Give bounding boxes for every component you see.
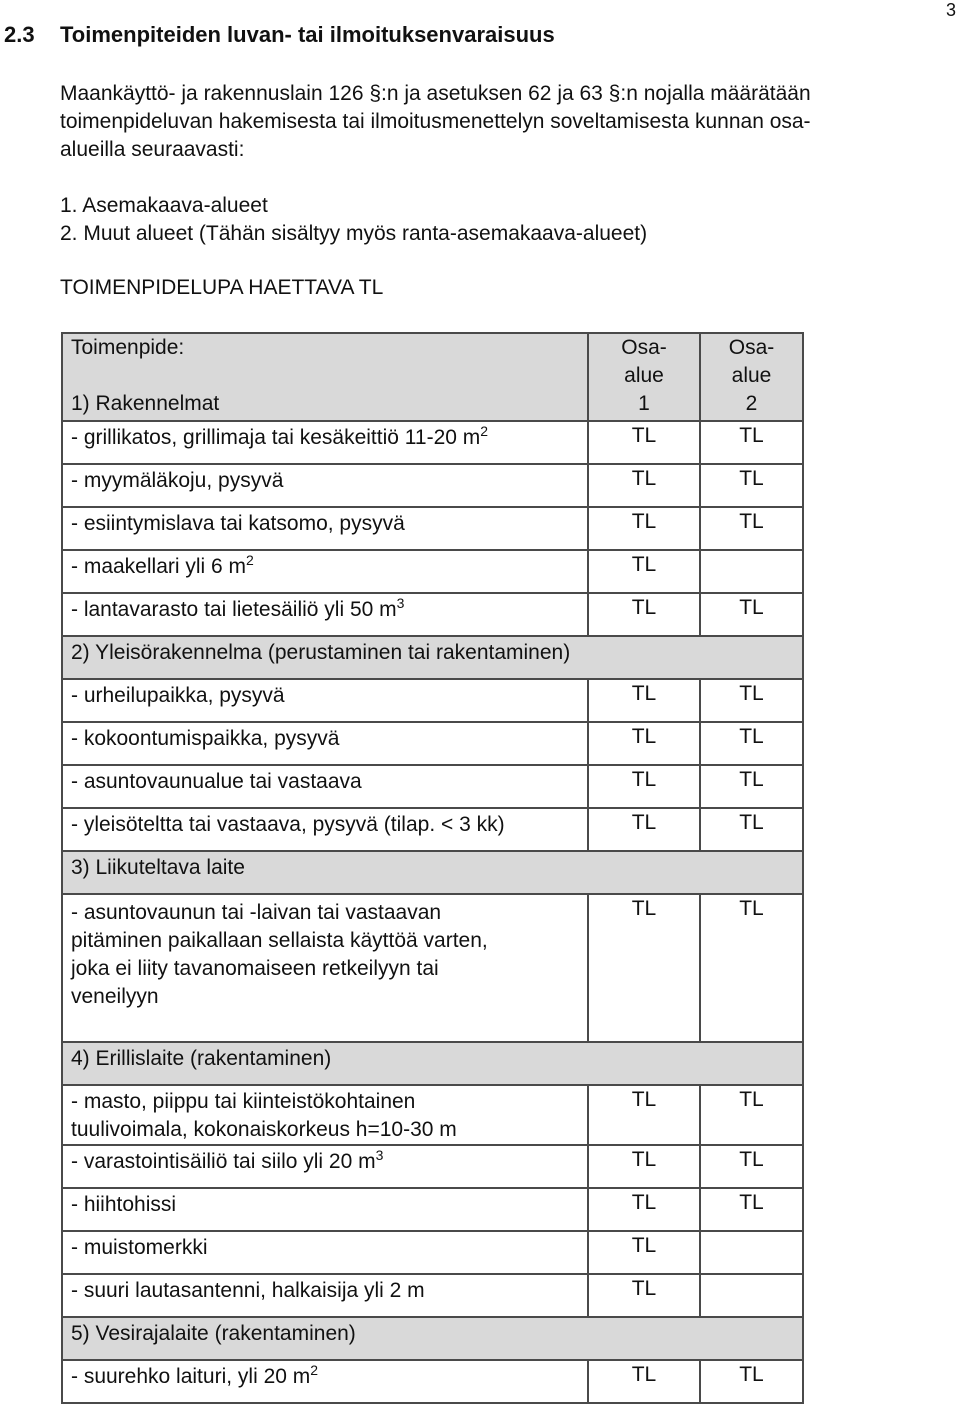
area-1-value: TL bbox=[588, 507, 700, 550]
measure-line: pitäminen paikallaan sellaista käyttöä varten, bbox=[71, 929, 488, 952]
unit-exponent: 3 bbox=[375, 1147, 384, 1163]
intro-line: alueilla seuraavasti: bbox=[60, 138, 245, 161]
measure-cell bbox=[62, 722, 588, 765]
area-2-value: TL bbox=[700, 507, 803, 550]
table-row bbox=[62, 765, 803, 808]
area-1-value: TL bbox=[588, 421, 700, 464]
table-row bbox=[62, 507, 803, 550]
measure-cell bbox=[62, 894, 588, 1042]
area-1-value: TL bbox=[588, 808, 700, 851]
measures-table bbox=[61, 332, 804, 1404]
header-area-1 bbox=[588, 333, 700, 421]
area-2-value: TL bbox=[700, 421, 803, 464]
section-title: 2) Yleisörakennelma (perustaminen tai rakentaminen) bbox=[62, 636, 803, 679]
table-row bbox=[62, 1188, 803, 1231]
measure-cell bbox=[62, 507, 588, 550]
measure-line: veneilyyn bbox=[71, 985, 159, 1008]
measure-text: - asuntovaunualue tai vastaava bbox=[71, 770, 362, 793]
measure-text: - kokoontumispaikka, pysyvä bbox=[71, 727, 340, 750]
area-1-value: TL bbox=[588, 464, 700, 507]
measure-cell bbox=[62, 808, 588, 851]
unit-exponent: 2 bbox=[480, 423, 489, 439]
area-1-value: TL bbox=[588, 550, 700, 593]
area-1-value: TL bbox=[588, 722, 700, 765]
area-2-value: TL bbox=[700, 1360, 803, 1403]
area-2-value: TL bbox=[700, 464, 803, 507]
measure-text: - grillikatos, grillimaja tai kesäkeittiö 11-20 m bbox=[71, 426, 481, 449]
area-2-value: TL bbox=[700, 1085, 803, 1145]
header-label-cell bbox=[62, 333, 588, 421]
header-area-1-line: alue bbox=[624, 364, 664, 387]
area-2-value: TL bbox=[700, 808, 803, 851]
table-row bbox=[62, 1145, 803, 1188]
permit-line: TOIMENPIDELUPA HAETTAVA TL bbox=[60, 276, 384, 299]
measure-cell bbox=[62, 464, 588, 507]
measure-text: - suurehko laituri, yli 20 m bbox=[71, 1365, 311, 1388]
header-area-2-line: Osa- bbox=[728, 336, 775, 359]
area-1-value: TL bbox=[588, 593, 700, 636]
measure-line: joka ei liity tavanomaiseen retkeilyyn tai bbox=[71, 957, 439, 980]
section-row bbox=[62, 851, 803, 894]
area-2-value: TL bbox=[700, 593, 803, 636]
header-area-1-line: 1 bbox=[638, 392, 650, 415]
measure-text: - hiihtohissi bbox=[71, 1193, 177, 1216]
intro-paragraph bbox=[60, 80, 940, 164]
area-2-value: TL bbox=[700, 679, 803, 722]
header-area-1-line: Osa- bbox=[621, 336, 667, 359]
measure-cell bbox=[62, 421, 588, 464]
area-2-value bbox=[700, 1231, 803, 1274]
area-1-value: TL bbox=[588, 1360, 700, 1403]
intro-line: Maankäyttö- ja rakennuslain 126 §:n ja asetuksen 62 ja 63 §:n nojalla määrätään bbox=[60, 82, 811, 105]
measure-cell bbox=[62, 679, 588, 722]
section-row bbox=[62, 1042, 803, 1085]
area-2-value: TL bbox=[700, 765, 803, 808]
measure-cell bbox=[62, 593, 588, 636]
measure-cell bbox=[62, 1145, 588, 1188]
table-row bbox=[62, 808, 803, 851]
area-1-value: TL bbox=[588, 1085, 700, 1145]
area-list bbox=[60, 192, 647, 248]
unit-exponent: 2 bbox=[310, 1362, 319, 1378]
section-heading bbox=[4, 22, 555, 48]
measure-cell bbox=[62, 1188, 588, 1231]
section-title: 3) Liikuteltava laite bbox=[62, 851, 803, 894]
page-number: 3 bbox=[945, 0, 956, 20]
measure-text: - lantavarasto tai lietesäiliö yli 50 m bbox=[71, 598, 397, 621]
table-header-row bbox=[62, 333, 803, 421]
intro-line: toimenpideluvan hakemisesta tai ilmoitusmenettelyn soveltamisesta kunnan osa- bbox=[60, 110, 811, 133]
header-area-2-line: alue bbox=[731, 364, 772, 387]
area-2-value: TL bbox=[700, 722, 803, 765]
measure-text: - yleisöteltta tai vastaava, pysyvä (tilap. < 3 kk) bbox=[71, 813, 505, 836]
section-title: Toimenpiteiden luvan- tai ilmoituksenvaraisuus bbox=[60, 22, 555, 47]
measure-text: - suuri lautasantenni, halkaisija yli 2 m bbox=[71, 1279, 425, 1302]
measure-line: tuulivoimala, kokonaiskorkeus h=10-30 m bbox=[71, 1118, 457, 1141]
measure-text: - urheilupaikka, pysyvä bbox=[71, 684, 285, 707]
table-row bbox=[62, 722, 803, 765]
area-2-value: TL bbox=[700, 894, 803, 1042]
unit-exponent: 2 bbox=[246, 552, 254, 568]
area-1-value: TL bbox=[588, 679, 700, 722]
category-label: 1) Rakennelmat bbox=[71, 392, 220, 415]
table-row bbox=[62, 1085, 803, 1145]
area-1-value: TL bbox=[588, 765, 700, 808]
header-area-2-line: 2 bbox=[745, 392, 758, 415]
section-title: 4) Erillislaite (rakentaminen) bbox=[62, 1042, 803, 1085]
measure-cell bbox=[62, 1231, 588, 1274]
area-1-value: TL bbox=[588, 1145, 700, 1188]
measure-text: - maakellari yli 6 m bbox=[71, 555, 247, 578]
measure-text: - esiintymislava tai katsomo, pysyvä bbox=[71, 512, 405, 535]
measure-line: - masto, piippu tai kiinteistökohtainen bbox=[71, 1090, 416, 1113]
measure-text: - myymäläkoju, pysyvä bbox=[71, 469, 284, 492]
area-2-value bbox=[700, 1274, 803, 1317]
table-row bbox=[62, 593, 803, 636]
section-row bbox=[62, 1317, 803, 1360]
measure-cell bbox=[62, 1274, 588, 1317]
table-row bbox=[62, 550, 803, 593]
header-area-2 bbox=[700, 333, 803, 421]
area-1-value: TL bbox=[588, 1274, 700, 1317]
measure-line: - asuntovaunun tai -laivan tai vastaavan bbox=[71, 901, 442, 924]
table-row bbox=[62, 464, 803, 507]
area-1-value: TL bbox=[588, 894, 700, 1042]
table-row bbox=[62, 421, 803, 464]
unit-exponent: 3 bbox=[396, 595, 405, 611]
area-item: 1. Asemakaava-alueet bbox=[60, 194, 268, 217]
section-number: 2.3 bbox=[4, 22, 35, 47]
measure-text: - varastointisäiliö tai siilo yli 20 m bbox=[71, 1150, 376, 1173]
area-item: 2. Muut alueet (Tähän sisältyy myös ranta-asemakaava-alueet) bbox=[60, 222, 648, 245]
table-row bbox=[62, 1231, 803, 1274]
table-row bbox=[62, 894, 803, 1042]
area-2-value: TL bbox=[700, 1188, 803, 1231]
header-label: Toimenpide: bbox=[71, 336, 185, 359]
measure-cell bbox=[62, 550, 588, 593]
measure-cell bbox=[62, 1085, 588, 1145]
area-2-value bbox=[700, 550, 803, 593]
table-row bbox=[62, 1274, 803, 1317]
section-row bbox=[62, 636, 803, 679]
table-row bbox=[62, 679, 803, 722]
measure-text: - muistomerkki bbox=[71, 1236, 208, 1259]
area-1-value: TL bbox=[588, 1188, 700, 1231]
section-title: 5) Vesirajalaite (rakentaminen) bbox=[62, 1317, 803, 1360]
area-1-value: TL bbox=[588, 1231, 700, 1274]
area-2-value: TL bbox=[700, 1145, 803, 1188]
measure-cell bbox=[62, 765, 588, 808]
